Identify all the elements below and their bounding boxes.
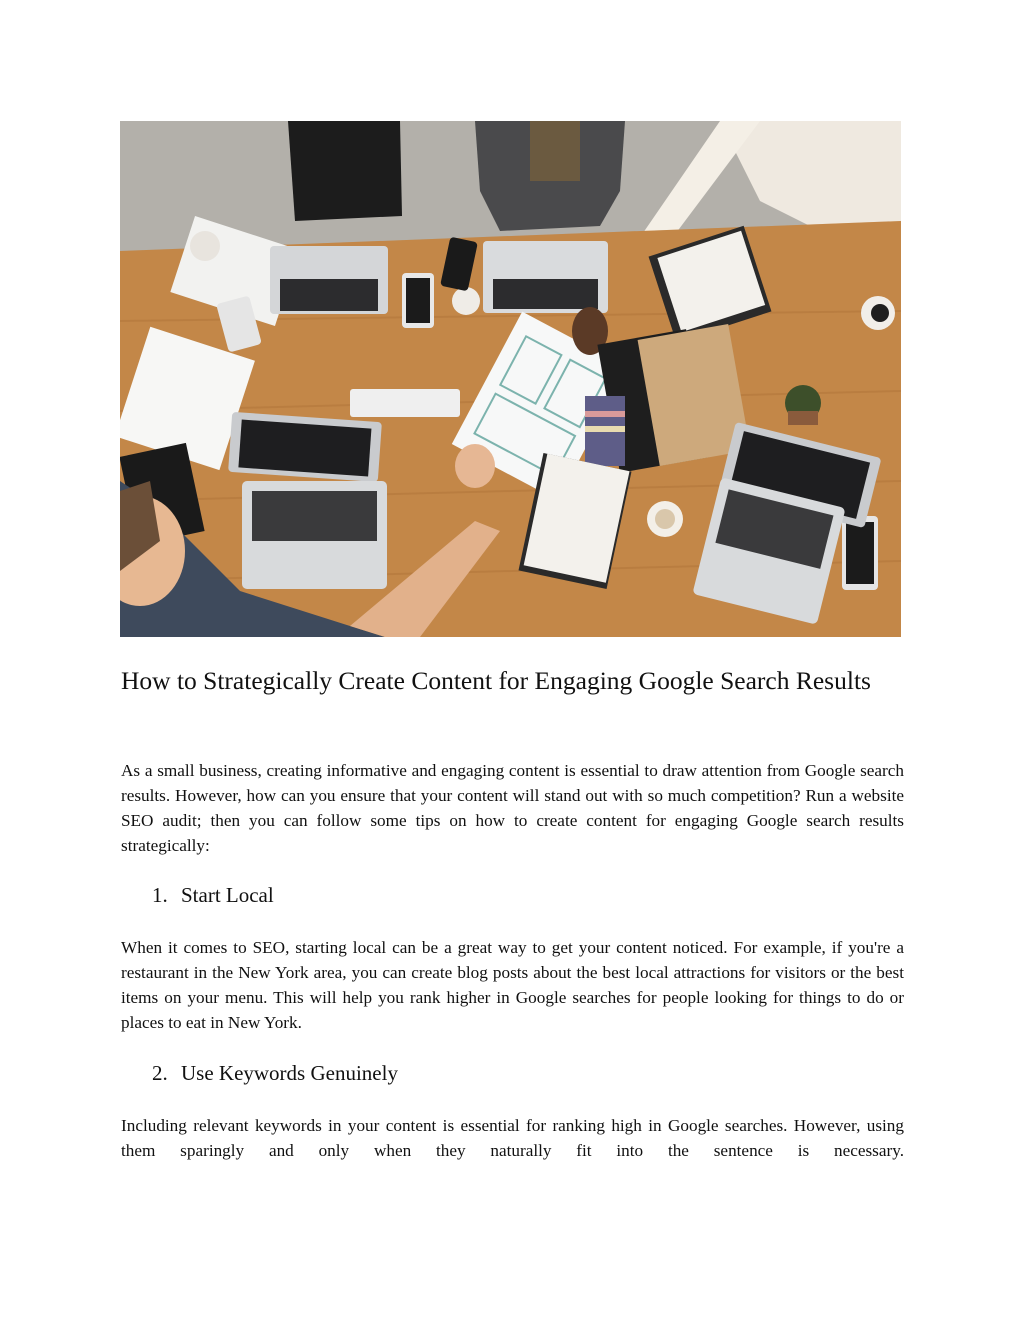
intro-paragraph: As a small business, creating informative and engaging content is essential to draw attention from Google search results. However, how can you ensure that your content will stand out with so much competition? Run a website SEO audit; then you can follow some tips on how to create content for engaging Google search results strategically: bbox=[121, 761, 904, 855]
section-heading-use-keywords bbox=[152, 1059, 398, 1087]
section-heading-text: Start Local bbox=[181, 883, 274, 907]
list-number: 2. bbox=[152, 1061, 168, 1085]
hero-image bbox=[120, 121, 901, 637]
list-number: 1. bbox=[152, 883, 168, 907]
section-heading-start-local bbox=[152, 881, 274, 909]
section-body-start-local: When it comes to SEO, starting local can be a great way to get your content noticed. For example, if you're a restaurant in the New York area, you can create blog posts about the best local attractions for visitors or the best items on your menu. This will help you rank higher in Google searches for people looking for things to do or places to eat in New York. bbox=[121, 938, 904, 1032]
section-heading-text: Use Keywords Genuinely bbox=[181, 1061, 398, 1085]
article-title: How to Strategically Create Content for Engaging Google Search Results bbox=[121, 666, 871, 695]
section-body-use-keywords: Including relevant keywords in your content is essential for ranking high in Google searches. However, using them sparingly and only when they naturally fit into the sentence is necessary. bbox=[121, 1116, 904, 1160]
